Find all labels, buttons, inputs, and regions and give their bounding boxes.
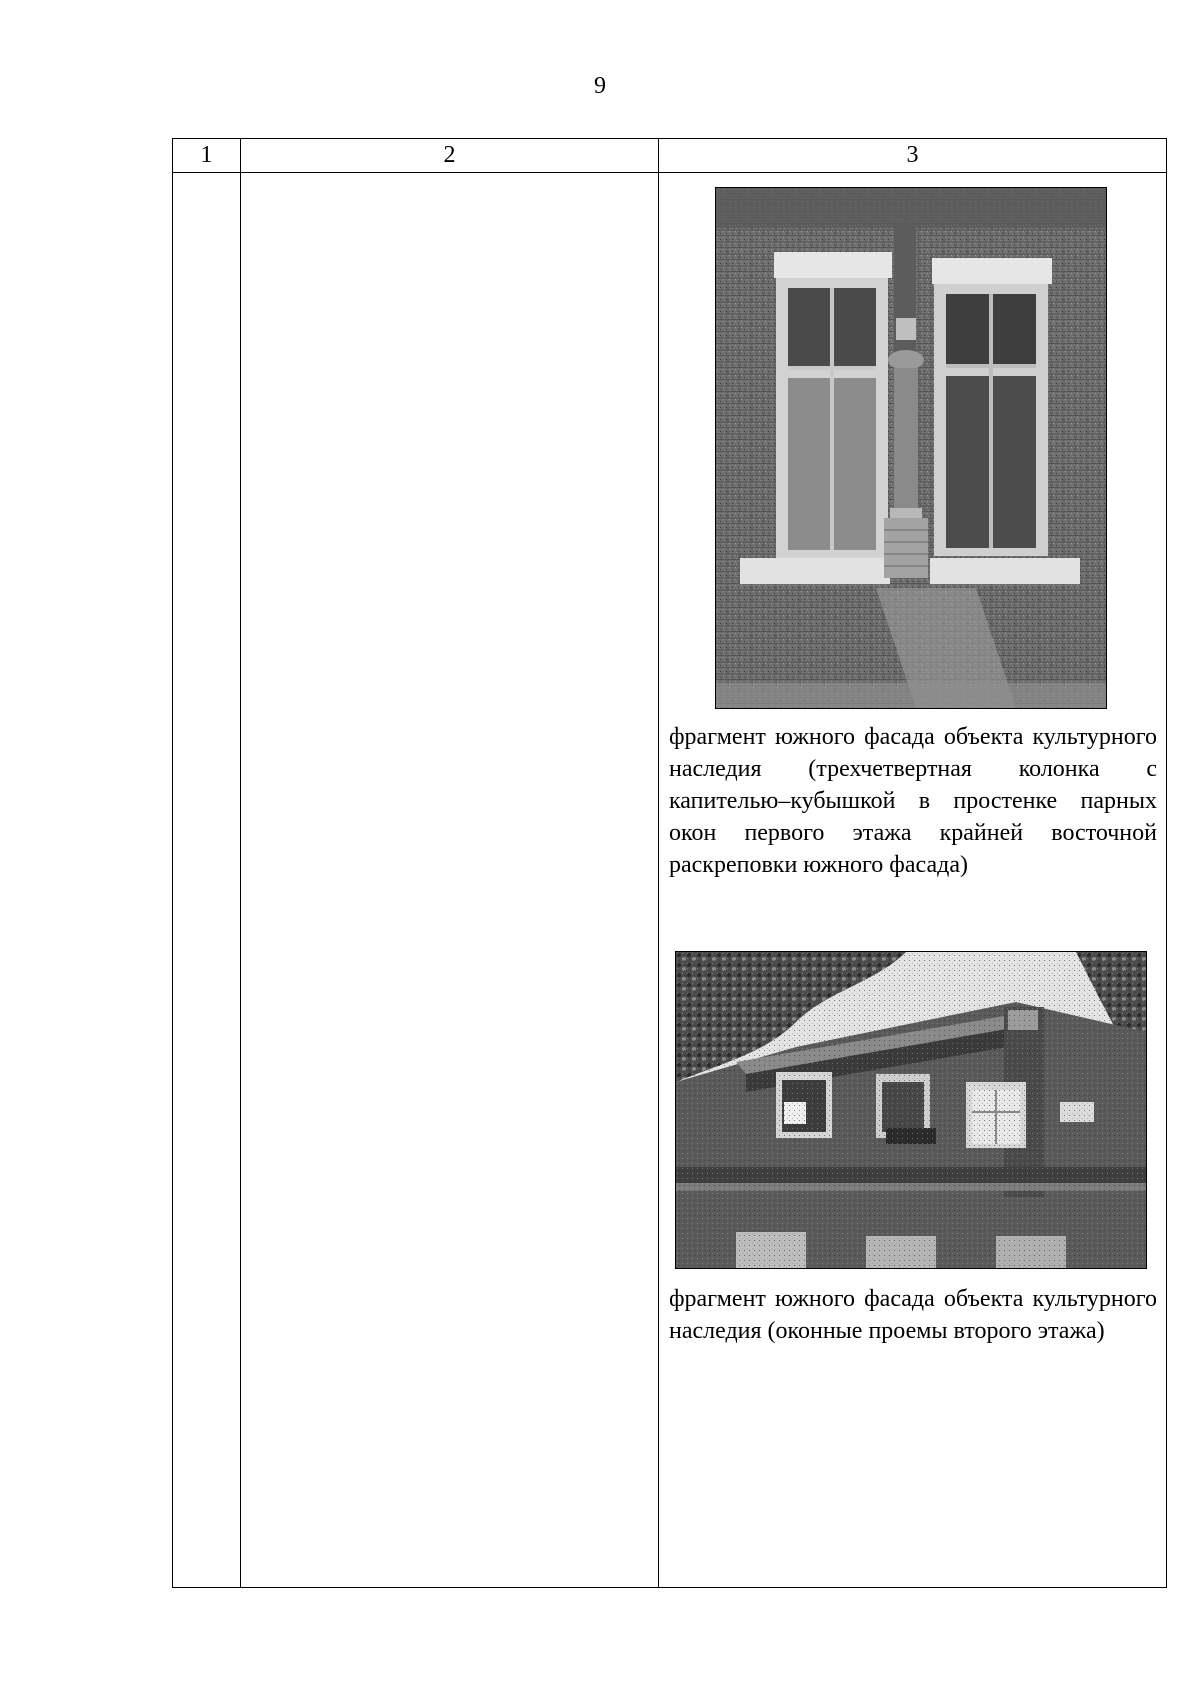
page-number: 9 [594, 73, 606, 99]
photo-facade-second-floor [675, 951, 1147, 1269]
photo-caption-2: фрагмент южного фасада объекта культурного наследия (оконные проемы второго этажа) [669, 1286, 1157, 1344]
heritage-table [172, 138, 1167, 1588]
header-col-2: 2 [241, 139, 659, 173]
cell-col-2 [241, 173, 659, 1588]
photo-caption-1: фрагмент южного фасада объекта культурного наследия (трехчетвертная колонка с капителью–кубышкой в простенке парных окон первого этажа крайней восточной раскреповки южного фасада) [669, 724, 1157, 878]
table-header-row [173, 139, 1167, 173]
photo-paired-windows [715, 187, 1107, 709]
header-col-1: 1 [173, 139, 241, 173]
table-row [173, 173, 1167, 1588]
cell-col-3 [659, 173, 1167, 1588]
header-col-3: 3 [659, 139, 1167, 173]
window-pair-icon [716, 188, 1106, 708]
facade-icon [676, 952, 1146, 1268]
cell-col-1 [173, 173, 241, 1588]
